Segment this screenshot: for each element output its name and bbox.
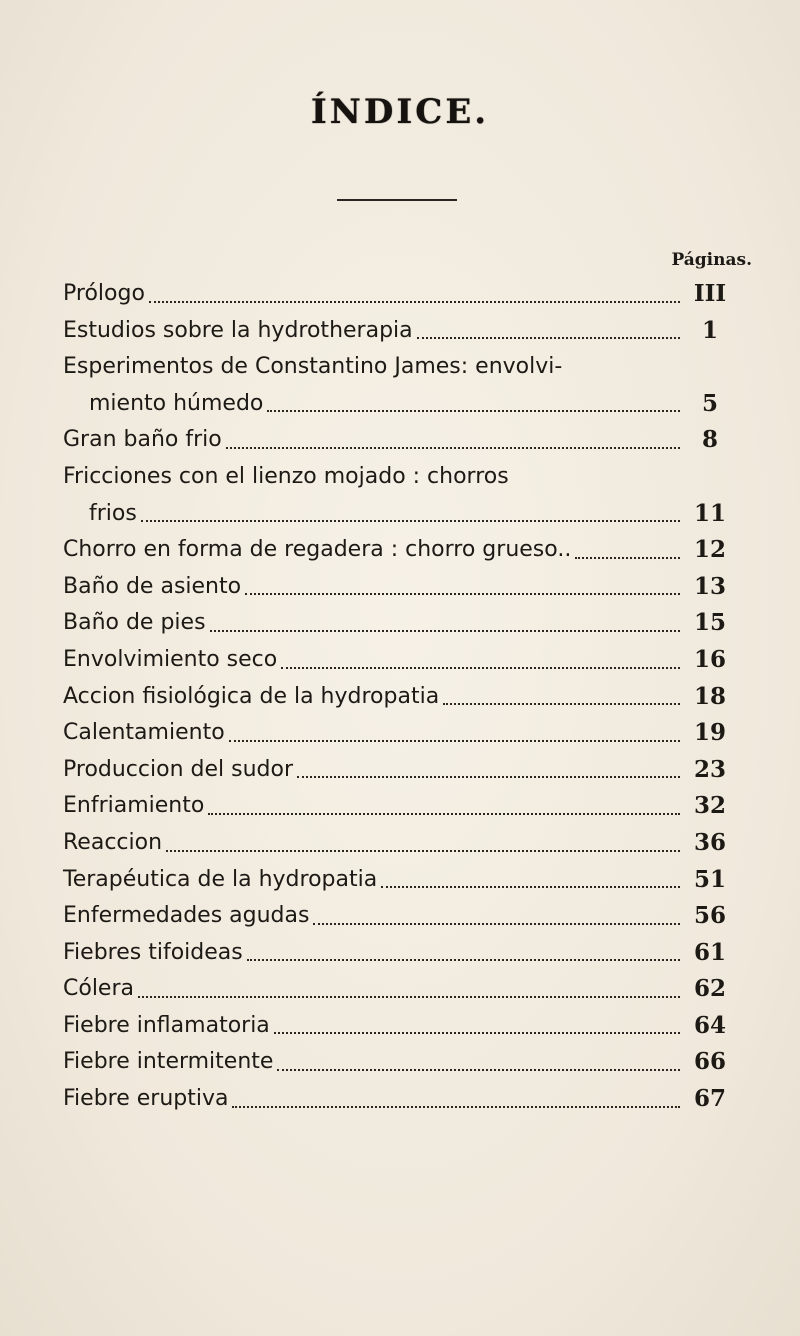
toc-entry-page: 11 (693, 499, 726, 527)
dot-leader (166, 850, 680, 852)
toc-entry-page: 23 (693, 755, 726, 783)
toc-entry-title: Enfermedades agudas (63, 903, 310, 929)
dot-leader (313, 923, 680, 925)
toc-entry (63, 898, 738, 935)
toc-entry-page: 61 (693, 938, 726, 966)
toc-entry-page: 12 (693, 536, 726, 564)
toc-entry-page: 8 (701, 426, 718, 454)
toc-entry-page: 62 (693, 975, 726, 1003)
toc-entry-title: Prólogo (63, 281, 145, 306)
toc-entry-title: Fricciones con el lienzo mojado : chorros (63, 463, 509, 489)
toc-entry (63, 971, 738, 1008)
toc-entry-title: Gran baño frio (63, 427, 222, 453)
toc-entry-title: Produccion del sudor (63, 756, 293, 782)
dot-leader (149, 301, 680, 303)
pages-column-label: Páginas. (671, 250, 752, 270)
dot-leader (575, 557, 680, 559)
toc-entry-page: 16 (693, 645, 726, 673)
dot-leader (141, 520, 680, 522)
toc-entry-page: III (693, 280, 727, 307)
toc-entry-page: 51 (693, 865, 726, 893)
toc-entry-title: Esperimentos de Constantino James: envolvi- (63, 354, 563, 380)
toc-entry (63, 788, 738, 825)
toc-entry-page: 66 (693, 1048, 726, 1076)
toc-entry-page: 19 (693, 719, 726, 747)
toc-entry (63, 569, 738, 606)
toc-entry (63, 1008, 738, 1045)
toc-entry (63, 862, 738, 899)
toc-entry-page: 36 (693, 828, 726, 856)
toc-entry (63, 679, 738, 716)
dot-leader (232, 1106, 680, 1108)
toc-entry-title: Baño de asiento (63, 573, 242, 599)
toc-entry (63, 276, 738, 313)
dot-leader (208, 813, 680, 815)
toc-entry-page: 15 (693, 609, 726, 637)
dot-leader (229, 740, 680, 742)
dot-leader (138, 996, 680, 998)
toc-entry (63, 715, 738, 752)
toc-entry (63, 496, 738, 533)
toc-entry-title: Fiebre eruptiva (63, 1086, 229, 1112)
toc-entry-title: miento húmedo (89, 390, 264, 416)
toc-entry-page: 5 (701, 389, 718, 417)
index-heading: ÍNDICE. (310, 92, 490, 132)
dot-leader (267, 410, 680, 412)
toc-entry-title: Chorro en forma de regadera : chorro grueso.. (63, 537, 572, 563)
toc-entry-page: 56 (693, 902, 726, 930)
toc-entry-page: 1 (701, 316, 718, 344)
dot-leader (443, 703, 680, 705)
dot-leader (277, 1069, 680, 1071)
dot-leader (281, 667, 680, 669)
toc-entry-title: frios (89, 500, 137, 526)
toc-entry-title: Cólera (63, 976, 134, 1002)
heading-rule (337, 199, 457, 201)
toc-entry (63, 605, 738, 642)
dot-leader (274, 1032, 680, 1034)
toc-entry-title: Fiebre inflamatoria (63, 1012, 270, 1038)
toc-entry-title: Enfriamiento (63, 793, 205, 819)
toc-entry-page: 13 (693, 572, 726, 600)
dot-leader (245, 593, 680, 595)
dot-leader (247, 959, 680, 961)
dot-leader (210, 630, 680, 632)
dot-leader (381, 886, 680, 888)
toc-entry-title: Reaccion (63, 829, 163, 855)
toc-entry-title: Accion fisiológica de la hydropatia (63, 683, 440, 709)
toc-entry (63, 349, 738, 386)
toc-entry (63, 1081, 738, 1118)
dot-leader (226, 447, 680, 449)
toc-entry (63, 1044, 738, 1081)
toc-entry (63, 752, 738, 789)
toc-entry (63, 825, 738, 862)
dot-leader (417, 337, 680, 339)
toc-entry-page: 18 (693, 682, 726, 710)
toc-entry-page: 67 (693, 1085, 726, 1113)
toc-entry (63, 459, 738, 496)
toc-entry (63, 386, 738, 423)
toc-entry-title: Estudios sobre la hydrotherapia (63, 317, 413, 343)
toc-entry (63, 935, 738, 972)
toc-entry (63, 642, 738, 679)
toc-entry-page: 32 (693, 792, 726, 820)
toc-entry-page: 64 (693, 1011, 726, 1039)
dot-leader (297, 776, 680, 778)
toc-entry (63, 313, 738, 350)
toc-entry-title: Fiebres tifoideas (63, 939, 243, 965)
table-of-contents (63, 276, 738, 1118)
toc-entry-title: Fiebre intermitente (63, 1049, 274, 1075)
toc-entry-title: Terapéutica de la hydropatia (63, 866, 378, 892)
toc-entry (63, 532, 738, 569)
toc-entry-title: Envolvimiento seco (63, 646, 278, 672)
toc-entry-title: Calentamiento (63, 720, 225, 746)
toc-entry-title: Baño de pies (63, 610, 206, 636)
toc-entry (63, 422, 738, 459)
